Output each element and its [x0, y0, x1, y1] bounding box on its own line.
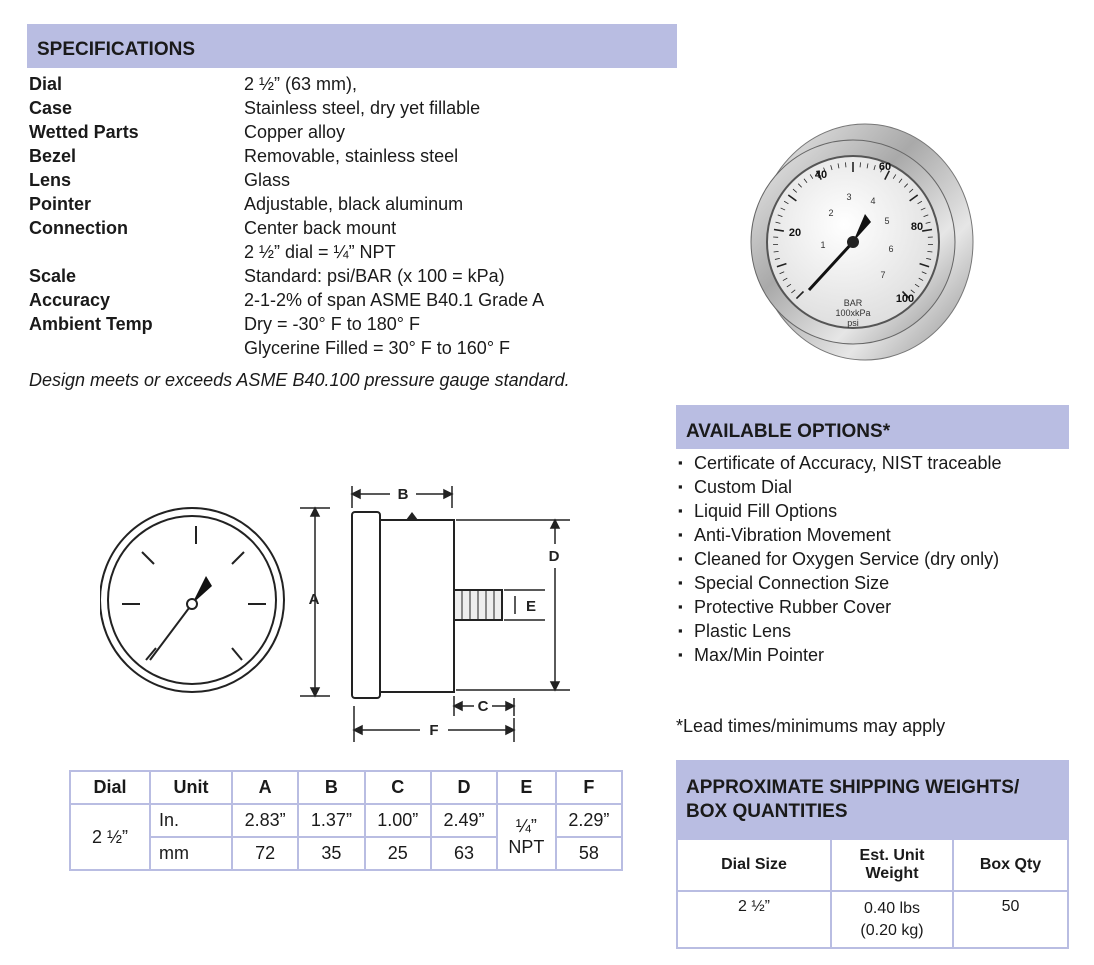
standard-note: Design meets or exceeds ASME B40.100 pressure gauge standard. [29, 370, 570, 390]
bullet-icon: ▪ [678, 599, 683, 614]
column-header [831, 839, 953, 891]
dimension-diagram [100, 478, 580, 748]
dim-cell: 58 [556, 837, 622, 870]
dim-cell: 2.83” [232, 804, 298, 837]
specifications-header [27, 24, 677, 68]
unit-cell: In. [150, 804, 232, 837]
spec-value: Copper alloy [244, 122, 346, 142]
column-header: F [556, 771, 622, 804]
column-header: A [232, 771, 298, 804]
spec-label: Scale [29, 266, 77, 286]
option-text: Protective Rubber Cover [694, 597, 892, 617]
bullet-icon: ▪ [678, 527, 683, 542]
shipping-header [676, 760, 1069, 838]
bar-label: 1 [820, 240, 826, 250]
psi-label: 20 [788, 227, 802, 239]
psi-label: 40 [814, 169, 828, 181]
column-header: Unit [150, 771, 232, 804]
box-qty-cell: 50 [953, 891, 1068, 948]
spec-value: Glass [244, 170, 291, 190]
table-header-row [70, 771, 622, 804]
dim-label-e: E [525, 598, 537, 615]
weight-cell [831, 891, 953, 948]
shipping-table [676, 838, 1069, 949]
column-header-line: Est. Unit [859, 847, 925, 864]
dim-label-b: B [397, 486, 409, 503]
column-header: Dial Size [677, 839, 831, 891]
bullet-icon: ▪ [678, 623, 683, 638]
needle-hub [847, 236, 859, 248]
e-cell [497, 804, 556, 870]
bar-label: 7 [880, 270, 886, 280]
option-text: Anti-Vibration Movement [694, 525, 891, 545]
option-text: Cleaned for Oxygen Service (dry only) [694, 549, 1000, 569]
psi-label: 80 [910, 221, 924, 233]
options-title: AVAILABLE OPTIONS* [686, 421, 891, 442]
face-text: BAR [843, 298, 863, 308]
psi-label: 100 [895, 293, 915, 305]
spec-value: 2-1-2% of span ASME B40.1 Grade A [244, 290, 545, 310]
dim-cell: 63 [431, 837, 497, 870]
bar-label: 3 [846, 192, 852, 202]
spec-value: Standard: psi/BAR (x 100 = kPa) [244, 266, 505, 286]
column-header-line: Weight [865, 865, 919, 882]
specifications-title: SPECIFICATIONS [37, 39, 195, 60]
side-view-case [380, 520, 454, 692]
e-value: ¼” [515, 816, 537, 836]
bullet-icon: ▪ [678, 503, 683, 518]
dim-cell: 1.37” [298, 804, 364, 837]
spec-value: Dry = -30° F to 180° F [244, 314, 420, 334]
column-header: C [365, 771, 431, 804]
dim-label-d: D [548, 548, 560, 565]
column-header: D [431, 771, 497, 804]
face-text: psi [847, 318, 859, 328]
weight-kg: (0.20 kg) [860, 921, 924, 939]
dial-tick [232, 552, 244, 564]
dial-needle [150, 604, 192, 660]
dim-cell: 2.29” [556, 804, 622, 837]
option-text: Custom Dial [694, 477, 793, 497]
spec-label: Dial [29, 74, 63, 94]
spec-value: Glycerine Filled = 30° F to 160° F [244, 338, 511, 358]
dim-cell: 2.49” [431, 804, 497, 837]
side-view-bezel [352, 512, 380, 698]
spec-value: Center back mount [244, 218, 397, 238]
spec-label: Pointer [29, 194, 92, 214]
dim-label-f: F [429, 722, 439, 739]
spec-label: Ambient Temp [29, 314, 153, 334]
dim-cell: 72 [232, 837, 298, 870]
weight-lbs: 0.40 lbs [863, 899, 921, 917]
dial-size-cell: 2 ½” [677, 891, 831, 948]
column-header: Dial [70, 771, 150, 804]
spec-label: Connection [29, 218, 128, 238]
options-header [676, 405, 1069, 449]
spec-label: Accuracy [29, 290, 111, 310]
dial-cell: 2 ½” [70, 804, 150, 870]
spec-label: Wetted Parts [29, 122, 139, 142]
table-row [677, 891, 1068, 948]
dial-hub [187, 599, 197, 609]
face-text: 100xkPa [835, 308, 871, 318]
bullet-icon: ▪ [678, 479, 683, 494]
dial-tick [232, 648, 242, 660]
dim-cell: 1.00” [365, 804, 431, 837]
lead-times-note: *Lead times/minimums may apply [676, 716, 946, 736]
spec-label: Case [29, 98, 73, 118]
bar-label: 5 [884, 216, 890, 226]
side-view-plug [406, 512, 418, 520]
dim-label-a: A [308, 591, 320, 608]
dial-tick [142, 552, 154, 564]
unit-cell: mm [150, 837, 232, 870]
bar-label: 6 [888, 244, 894, 254]
dim-label-c: C [477, 698, 489, 715]
gauge-photo [745, 118, 975, 378]
shipping-title: APPROXIMATE SHIPPING WEIGHTS/ [686, 777, 1020, 798]
bullet-icon: ▪ [678, 551, 683, 566]
dim-cell: 25 [365, 837, 431, 870]
option-text: Liquid Fill Options [694, 501, 838, 521]
bullet-icon: ▪ [678, 575, 683, 590]
bar-label: 4 [870, 196, 876, 206]
option-text: Plastic Lens [694, 621, 792, 641]
column-header: Box Qty [953, 839, 1068, 891]
spec-label: Lens [29, 170, 72, 190]
column-header: B [298, 771, 364, 804]
bullet-icon: ▪ [678, 647, 683, 662]
shipping-title: BOX QUANTITIES [686, 801, 848, 822]
column-header: E [497, 771, 556, 804]
bullet-icon: ▪ [678, 455, 683, 470]
spec-value: 2 ½” dial = ¼” NPT [244, 242, 396, 262]
option-text: Certificate of Accuracy, NIST traceable [694, 453, 1002, 473]
spec-value: Stainless steel, dry yet fillable [244, 98, 481, 118]
spec-label: Bezel [29, 146, 77, 166]
table-row [70, 804, 622, 837]
spec-value: 2 ½” (63 mm), [244, 74, 358, 94]
table-header-row [677, 839, 1068, 891]
spec-value: Removable, stainless steel [244, 146, 459, 166]
psi-label: 60 [878, 161, 892, 173]
option-text: Special Connection Size [694, 573, 890, 593]
dim-cell: 35 [298, 837, 364, 870]
option-text: Max/Min Pointer [694, 645, 825, 665]
e-value: NPT [508, 837, 545, 857]
dimensions-table [69, 770, 623, 871]
spec-value: Adjustable, black aluminum [244, 194, 464, 214]
bar-label: 2 [828, 208, 834, 218]
